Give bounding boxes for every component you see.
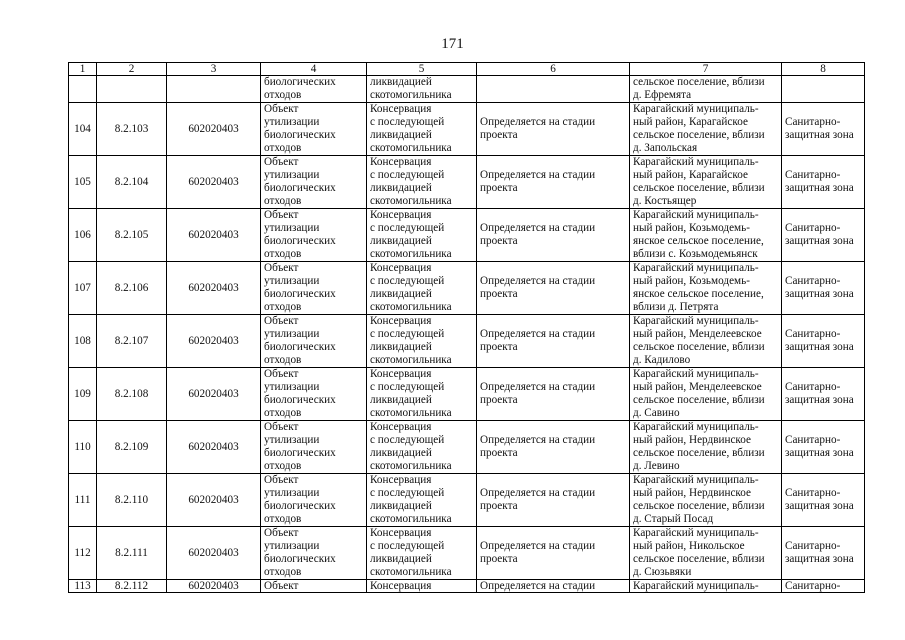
- text-line: д. Кадилово: [633, 354, 691, 366]
- measure-cell: [367, 156, 477, 209]
- text-line: Объект: [264, 156, 299, 168]
- zone-cell: [782, 103, 865, 156]
- header-cell: 2: [97, 63, 167, 76]
- table-row: [69, 103, 865, 156]
- object-cell: [261, 368, 367, 421]
- document-table: [68, 62, 865, 593]
- params-cell: [477, 315, 630, 368]
- register-number-cell: 8.2.105: [97, 209, 167, 262]
- text-line: сельское поселение, вблизи: [633, 76, 765, 88]
- location-cell: [630, 474, 782, 527]
- text-line: Консервация: [370, 156, 432, 168]
- header-cell: 6: [477, 63, 630, 76]
- object-cell: [261, 262, 367, 315]
- text-line: проекта: [480, 341, 518, 353]
- text-line: с последующей: [370, 540, 445, 552]
- object-cell: [261, 474, 367, 527]
- text-line: Объект: [264, 315, 299, 327]
- table-row: [69, 368, 865, 421]
- register-number-cell: 8.2.109: [97, 421, 167, 474]
- text-line: биологических: [264, 235, 336, 247]
- text-line: Санитарно-: [785, 434, 841, 446]
- register-number-cell: 8.2.108: [97, 368, 167, 421]
- text-line: Санитарно-: [785, 275, 841, 287]
- measure-cell: [367, 527, 477, 580]
- text-line: ный район, Карагайское: [633, 169, 748, 181]
- text-line: сельское поселение, вблизи: [633, 394, 765, 406]
- text-line: ный район, Нердвинское: [633, 487, 751, 499]
- text-line: защитная зона: [785, 341, 854, 353]
- text-line: отходов: [264, 195, 302, 207]
- zone-cell: [782, 474, 865, 527]
- text-line: Объект: [264, 103, 299, 115]
- text-line: сельское поселение, вблизи: [633, 500, 765, 512]
- text-line: с последующей: [370, 169, 445, 181]
- object-cell: [261, 315, 367, 368]
- text-line: защитная зона: [785, 235, 854, 247]
- text-line: янское сельское поселение,: [633, 235, 764, 247]
- header-cell: 3: [167, 63, 261, 76]
- text-line: Объект: [264, 262, 299, 274]
- header-cell: 4: [261, 63, 367, 76]
- text-line: Определяется на стадии: [480, 169, 596, 181]
- code-cell: 602020403: [167, 527, 261, 580]
- register-number-cell: 8.2.103: [97, 103, 167, 156]
- params-cell: [477, 527, 630, 580]
- text-line: проекта: [480, 500, 518, 512]
- text-line: Определяется на стадии: [480, 540, 596, 552]
- text-line: отходов: [264, 354, 302, 366]
- measure-cell: [367, 103, 477, 156]
- text-line: защитная зона: [785, 182, 854, 194]
- row-number-cell: 113: [69, 580, 97, 593]
- register-number-cell: 8.2.107: [97, 315, 167, 368]
- text-line: защитная зона: [785, 394, 854, 406]
- code-cell: 602020403: [167, 315, 261, 368]
- object-cell: [261, 421, 367, 474]
- register-number-cell: 8.2.112: [97, 580, 167, 593]
- text-line: ликвидацией: [370, 341, 432, 353]
- text-line: Консервация: [370, 527, 432, 539]
- text-line: Объект: [264, 527, 299, 539]
- text-line: Определяется на стадии: [480, 434, 596, 446]
- text-line: Консервация: [370, 315, 432, 327]
- text-line: д. Ефремята: [633, 89, 692, 101]
- text-line: проекта: [480, 553, 518, 565]
- location-cell: [630, 156, 782, 209]
- text-line: защитная зона: [785, 500, 854, 512]
- text-line: Санитарно-: [785, 169, 841, 181]
- text-line: скотомогильника: [370, 513, 452, 525]
- text-line: с последующей: [370, 275, 445, 287]
- measure-cell: [367, 262, 477, 315]
- text-line: биологических: [264, 394, 336, 406]
- text-line: сельское поселение, вблизи: [633, 341, 765, 353]
- text-line: с последующей: [370, 487, 445, 499]
- text-line: д. Запольская: [633, 142, 698, 154]
- text-line: ликвидацией: [370, 500, 432, 512]
- text-line: д. Сюзьвяки: [633, 566, 692, 578]
- object-cell: [261, 103, 367, 156]
- text-line: Карагайский муниципаль-: [633, 156, 759, 168]
- zone-cell: [782, 368, 865, 421]
- zone-cell: [782, 209, 865, 262]
- table-row: [69, 209, 865, 262]
- text-line: отходов: [264, 142, 302, 154]
- continuation-row: [69, 76, 865, 103]
- location-cell: Карагайский муниципаль-: [630, 580, 782, 593]
- text-line: проекта: [480, 288, 518, 300]
- text-line: скотомогильника: [370, 566, 452, 578]
- object-cell: [261, 156, 367, 209]
- zone-cell: [782, 262, 865, 315]
- code-cell: 602020403: [167, 421, 261, 474]
- text-line: Консервация: [370, 421, 432, 433]
- text-line: скотомогильника: [370, 460, 452, 472]
- text-line: отходов: [264, 566, 302, 578]
- text-line: скотомогильника: [370, 195, 452, 207]
- text-line: скотомогильника: [370, 142, 452, 154]
- text-line: отходов: [264, 248, 302, 260]
- row-number-cell: 111: [69, 474, 97, 527]
- object-cell: [261, 527, 367, 580]
- location-cell: [630, 315, 782, 368]
- params-cell: [477, 103, 630, 156]
- text-line: проекта: [480, 447, 518, 459]
- measure-cell: [367, 421, 477, 474]
- text-line: защитная зона: [785, 288, 854, 300]
- row-number-cell: 110: [69, 421, 97, 474]
- text-line: ликвидацией: [370, 288, 432, 300]
- params-cell: [477, 76, 630, 103]
- table-row: [69, 156, 865, 209]
- text-line: сельское поселение, вблизи: [633, 129, 765, 141]
- text-line: Консервация: [370, 209, 432, 221]
- text-line: отходов: [264, 460, 302, 472]
- text-line: Санитарно-: [785, 116, 841, 128]
- text-line: вблизи д. Петрята: [633, 301, 719, 313]
- text-line: д. Костьящер: [633, 195, 697, 207]
- code-cell: 602020403: [167, 209, 261, 262]
- text-line: янское сельское поселение,: [633, 288, 764, 300]
- table-row: [69, 315, 865, 368]
- text-line: ный район, Козьмодемь-: [633, 222, 750, 234]
- header-cell: 5: [367, 63, 477, 76]
- text-line: с последующей: [370, 381, 445, 393]
- text-line: скотомогильника: [370, 89, 452, 101]
- text-line: ный район, Менделеевское: [633, 381, 762, 393]
- text-line: Санитарно-: [785, 222, 841, 234]
- text-line: Санитарно-: [785, 487, 841, 499]
- text-line: Санитарно-: [785, 540, 841, 552]
- measure-cell: [367, 368, 477, 421]
- row-number-cell: 108: [69, 315, 97, 368]
- text-line: утилизации: [264, 381, 320, 393]
- row-number-cell: 106: [69, 209, 97, 262]
- text-line: вблизи с. Козьмодемьянск: [633, 248, 758, 260]
- text-line: Консервация: [370, 103, 432, 115]
- table-row: [69, 474, 865, 527]
- text-line: Определяется на стадии: [480, 222, 596, 234]
- measure-cell: [367, 76, 477, 103]
- page-number: 171: [441, 36, 464, 52]
- register-number-cell: 8.2.111: [97, 527, 167, 580]
- text-line: биологических: [264, 288, 336, 300]
- location-cell: [630, 421, 782, 474]
- text-line: Карагайский муниципаль-: [633, 209, 759, 221]
- text-line: Объект: [264, 368, 299, 380]
- text-line: ликвидацией: [370, 76, 432, 88]
- text-line: скотомогильника: [370, 248, 452, 260]
- text-line: Карагайский муниципаль-: [633, 474, 759, 486]
- location-cell: [630, 527, 782, 580]
- text-line: ликвидацией: [370, 129, 432, 141]
- code-cell: 602020403: [167, 580, 261, 593]
- text-line: скотомогильника: [370, 407, 452, 419]
- text-line: ликвидацией: [370, 553, 432, 565]
- text-line: ный район, Нердвинское: [633, 434, 751, 446]
- location-cell: [630, 209, 782, 262]
- text-line: с последующей: [370, 328, 445, 340]
- text-line: утилизации: [264, 487, 320, 499]
- text-line: сельское поселение, вблизи: [633, 447, 765, 459]
- text-line: утилизации: [264, 434, 320, 446]
- params-cell: [477, 368, 630, 421]
- location-cell: [630, 262, 782, 315]
- text-line: отходов: [264, 407, 302, 419]
- code-cell: 602020403: [167, 103, 261, 156]
- code-cell: 602020403: [167, 156, 261, 209]
- zone-cell: [782, 527, 865, 580]
- text-line: биологических: [264, 341, 336, 353]
- text-line: отходов: [264, 301, 302, 313]
- params-cell: Определяется на стадии: [477, 580, 630, 593]
- text-line: биологических: [264, 447, 336, 459]
- register-number-cell: 8.2.104: [97, 156, 167, 209]
- row-number-cell: 112: [69, 527, 97, 580]
- text-line: скотомогильника: [370, 354, 452, 366]
- measure-cell: Консервация: [367, 580, 477, 593]
- text-line: д. Старый Посад: [633, 513, 714, 525]
- text-line: утилизации: [264, 540, 320, 552]
- zone-cell: Санитарно-: [782, 580, 865, 593]
- params-cell: [477, 209, 630, 262]
- zone-cell: [782, 156, 865, 209]
- text-line: утилизации: [264, 116, 320, 128]
- text-line: Консервация: [370, 262, 432, 274]
- empty-cell: [69, 76, 97, 103]
- text-line: ный район, Никольское: [633, 540, 745, 552]
- object-cell: Объект: [261, 580, 367, 593]
- text-line: утилизации: [264, 222, 320, 234]
- text-line: ликвидацией: [370, 447, 432, 459]
- params-cell: [477, 421, 630, 474]
- text-line: Карагайский муниципаль-: [633, 315, 759, 327]
- row-number-cell: 107: [69, 262, 97, 315]
- empty-cell: [97, 76, 167, 103]
- text-line: Объект: [264, 421, 299, 433]
- text-line: ликвидацией: [370, 235, 432, 247]
- text-line: д. Савино: [633, 407, 680, 419]
- text-line: Консервация: [370, 474, 432, 486]
- text-line: ный район, Козьмодемь-: [633, 275, 750, 287]
- text-line: с последующей: [370, 222, 445, 234]
- column-number-header: [69, 63, 865, 76]
- location-cell: [630, 76, 782, 103]
- text-line: Карагайский муниципаль-: [633, 103, 759, 115]
- text-line: утилизации: [264, 169, 320, 181]
- text-line: утилизации: [264, 328, 320, 340]
- text-line: отходов: [264, 513, 302, 525]
- text-line: отходов: [264, 89, 302, 101]
- text-line: ный район, Менделеевское: [633, 328, 762, 340]
- text-line: Карагайский муниципаль-: [633, 421, 759, 433]
- code-cell: 602020403: [167, 368, 261, 421]
- text-line: проекта: [480, 129, 518, 141]
- text-line: д. Левино: [633, 460, 680, 472]
- row-number-cell: 104: [69, 103, 97, 156]
- text-line: проекта: [480, 235, 518, 247]
- text-line: утилизации: [264, 275, 320, 287]
- text-line: Санитарно-: [785, 328, 841, 340]
- measure-cell: [367, 315, 477, 368]
- header-cell: 8: [782, 63, 865, 76]
- text-line: с последующей: [370, 116, 445, 128]
- text-line: Определяется на стадии: [480, 381, 596, 393]
- table-row-partial: [69, 580, 865, 593]
- object-cell: [261, 76, 367, 103]
- measure-cell: [367, 474, 477, 527]
- text-line: ный район, Карагайское: [633, 116, 748, 128]
- table-row: [69, 262, 865, 315]
- register-number-cell: 8.2.110: [97, 474, 167, 527]
- code-cell: 602020403: [167, 474, 261, 527]
- text-line: ликвидацией: [370, 394, 432, 406]
- text-line: Объект: [264, 474, 299, 486]
- table-row: [69, 421, 865, 474]
- zone-cell: [782, 76, 865, 103]
- text-line: с последующей: [370, 434, 445, 446]
- text-line: защитная зона: [785, 553, 854, 565]
- location-cell: [630, 103, 782, 156]
- text-line: биологических: [264, 76, 336, 88]
- text-line: биологических: [264, 553, 336, 565]
- text-line: сельское поселение, вблизи: [633, 182, 765, 194]
- text-line: защитная зона: [785, 447, 854, 459]
- params-cell: [477, 156, 630, 209]
- params-cell: [477, 262, 630, 315]
- text-line: Определяется на стадии: [480, 328, 596, 340]
- text-line: проекта: [480, 182, 518, 194]
- text-line: Карагайский муниципаль-: [633, 368, 759, 380]
- code-cell: 602020403: [167, 262, 261, 315]
- row-number-cell: 105: [69, 156, 97, 209]
- text-line: защитная зона: [785, 129, 854, 141]
- text-line: ликвидацией: [370, 182, 432, 194]
- row-number-cell: 109: [69, 368, 97, 421]
- register-number-cell: 8.2.106: [97, 262, 167, 315]
- object-cell: [261, 209, 367, 262]
- table-row: [69, 527, 865, 580]
- header-cell: 7: [630, 63, 782, 76]
- measure-cell: [367, 209, 477, 262]
- text-line: биологических: [264, 182, 336, 194]
- params-cell: [477, 474, 630, 527]
- text-line: Определяется на стадии: [480, 487, 596, 499]
- text-line: сельское поселение, вблизи: [633, 553, 765, 565]
- text-line: Определяется на стадии: [480, 275, 596, 287]
- text-line: скотомогильника: [370, 301, 452, 313]
- text-line: Определяется на стадии: [480, 116, 596, 128]
- header-cell: 1: [69, 63, 97, 76]
- zone-cell: [782, 421, 865, 474]
- text-line: Карагайский муниципаль-: [633, 262, 759, 274]
- text-line: Карагайский муниципаль-: [633, 527, 759, 539]
- empty-cell: [167, 76, 261, 103]
- text-line: Объект: [264, 209, 299, 221]
- text-line: биологических: [264, 129, 336, 141]
- location-cell: [630, 368, 782, 421]
- text-line: Санитарно-: [785, 381, 841, 393]
- text-line: проекта: [480, 394, 518, 406]
- text-line: биологических: [264, 500, 336, 512]
- zone-cell: [782, 315, 865, 368]
- text-line: Консервация: [370, 368, 432, 380]
